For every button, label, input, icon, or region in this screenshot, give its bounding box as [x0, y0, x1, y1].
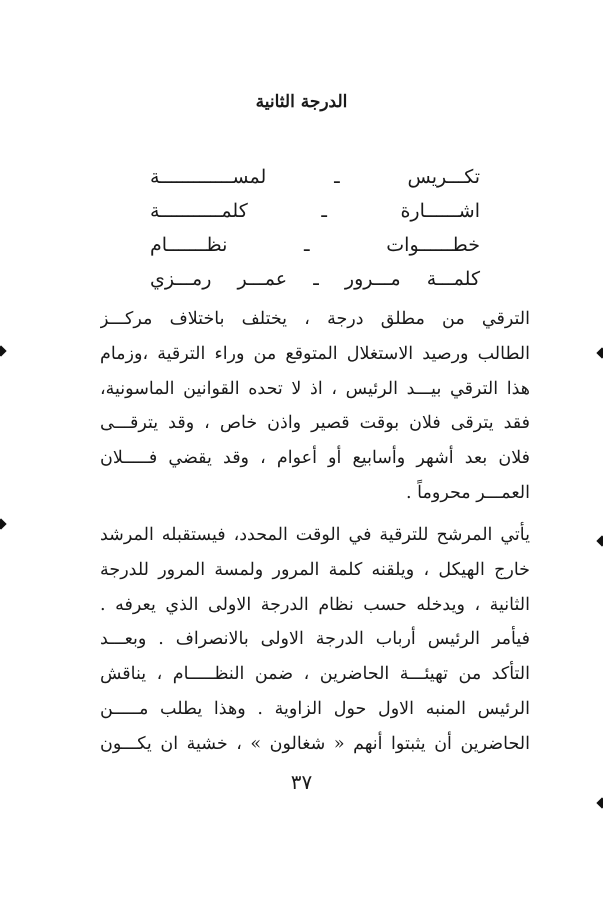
term-line: خطــــــوات ـ نظـــــــام [150, 234, 480, 256]
margin-mark [596, 797, 603, 808]
text-line: الترقي من مطلق درجة ، يختلف باختلاف مركـــز [100, 309, 530, 329]
text-line: الحاضرين أن يثبتوا أنهم « شغالون » ، خشية ان يكـــون [100, 733, 530, 754]
margin-mark [0, 518, 7, 529]
term-line: تكـــريس ـ لمســـــــــــــة [150, 166, 480, 188]
paragraph-1 [100, 302, 530, 511]
text-line: العمـــر محروماً . [406, 482, 530, 503]
text-line: الثانية ، ويدخله حسب نظام الدرجة الاولى الذي يعرفه . [100, 594, 530, 615]
text-line: فيأمر الرئيس أرباب الدرجة الاولى بالانصراف . وبعـــد [100, 629, 530, 650]
paragraph-2 [100, 518, 530, 762]
text-line: فلان بعد أشهر وأسابيع أو أعوام ، وقد يقضي فـــــلان [100, 448, 530, 469]
section-heading: الدرجة الثانية [255, 92, 348, 112]
page-number: ٣٧ [290, 770, 313, 794]
text-line: التأكد من تهيئـــة الحاضرين ، ضمن النظـــــام ، يناقش [100, 664, 530, 685]
text-line: فقد يترقى فلان بوقت قصير واذن خاص ، وقد يترقـــى [100, 413, 530, 434]
terms-list [150, 160, 480, 296]
text-line: الرئيس المنبه الاول حول الزاوية . وهذا يطلب مـــــن [100, 698, 530, 719]
margin-mark [0, 345, 7, 356]
margin-mark [596, 535, 603, 546]
term-line: كلمـــة مـــرور ـ عمـــر رمـــزي [150, 268, 480, 290]
term-line: اشــــــارة ـ كلمـــــــــــة [150, 200, 480, 222]
text-line: يأتي المرشح للترقية في الوقت المحدد، فيستقبله المرشد [100, 525, 530, 545]
text-line: هذا الترقي بيـــد الرئيس ، اذ لا تحده القوانين الماسونية، [100, 378, 530, 399]
margin-mark [596, 347, 603, 358]
text-line: الطالب ورصيد الاستغلال المتوقع من وراء الترقية ،وزمام [100, 343, 530, 364]
text-line: خارج الهيكل ، ويلقنه كلمة المرور ولمسة المرور للدرجة [100, 559, 530, 580]
